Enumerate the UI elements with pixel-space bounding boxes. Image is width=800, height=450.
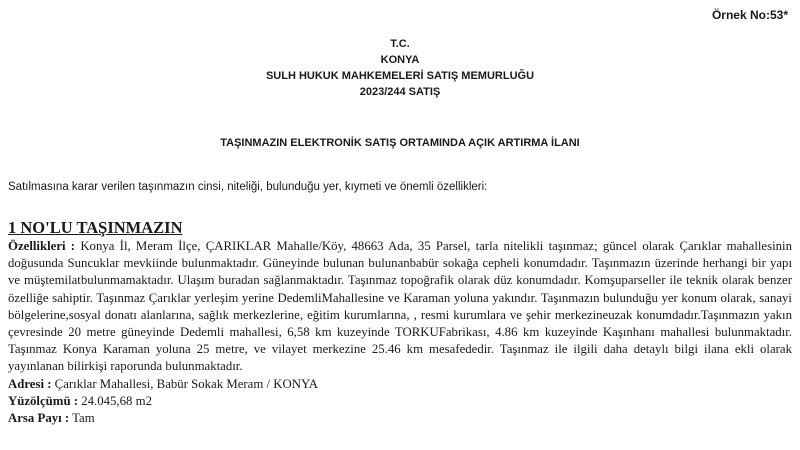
intro-text: Satılmasına karar verilen taşınmazın cinsi, niteliği, bulunduğu yer, kıymeti ve önemli özellikleri: [8,181,488,193]
header-line-city: KONYA [380,54,420,66]
land-share-label: Arsa Payı : [8,411,70,426]
area-value: 24.045,68 m2 [78,393,152,408]
features-label: Özellikleri : [8,239,76,253]
property-features [8,238,792,376]
header-line-office: SULH HUKUK MAHKEMELERİ SATIŞ MEMURLUĞU [265,70,535,82]
address-value: Çarıklar Mahallesi, Babür Sokak Meram / KONYA [51,376,319,391]
land-share-value: Tam [69,411,95,426]
property-section [8,218,792,427]
address-label: Adresi : [8,376,52,391]
court-header [0,36,800,100]
features-text: Konya İl, Meram İlçe, ÇARIKLAR Mahalle/Köy, 48663 Ada, 35 Parsel, tarla nitelikli taşınmaz; güncel olarak Çarıklar mahallesinin doğusunda Suncuklar mevkiinde bulunmaktadır. Güneyinde bulunan bulunanbabür sokağa cepheli konumdadır. Taşınmazın üzerinde herhangi bir yapı ve müştemilatbulunmamaktadır. Ulaşım buradan sağlanmaktadır. Taşınmaz topoğrafik olarak düz konumdadır. Komşuparseller ile teknik olarak benzer özelliğe sahiptir. Taşınmaz Çarıklar yerleşim yerine DedemliMahallesine ve Karaman yoluna yakındır. Taşınmazın bulunduğu yer konum olarak, sanayi bölgelerine,sosyal donatı alanlarına, sağlık merkezlerine, eğitim kurumlarına, , resmi kurumlara ve şehir merkezineuzak konumdadır.Taşınmazın yakın çevresinde 20 metre güneyinde Dedemli mahallesi, 6,58 km kuzeyinde TORKUFabrikası, 4.86 km kuzeyinde Kaşınhanı mahallesi bulunmaktadır. Taşınmaz Konya Karaman yoluna 25 metre, ve vilayet merkezine 25.46 km mesafededir. Taşınmaz ile ilgili daha detaylı bilgi ilana ekli olarak yayınlanan bilirkişi raporunda bulunmaktadır. [8,239,793,374]
property-area [8,393,792,410]
header-line-tc: T.C. [390,38,410,50]
sample-number: Örnek No:53* [711,8,788,22]
property-land-share [8,410,792,427]
area-label: Yüzölçümü : [8,393,79,408]
notice-title: TAŞINMAZIN ELEKTRONİK SATIŞ ORTAMINDA AÇIK ARTIRMA İLANI [220,137,580,149]
property-heading: 1 NO'LU TAŞINMAZIN [8,218,183,237]
property-address [8,376,792,393]
header-line-case-number: 2023/244 SATIŞ [359,86,441,98]
